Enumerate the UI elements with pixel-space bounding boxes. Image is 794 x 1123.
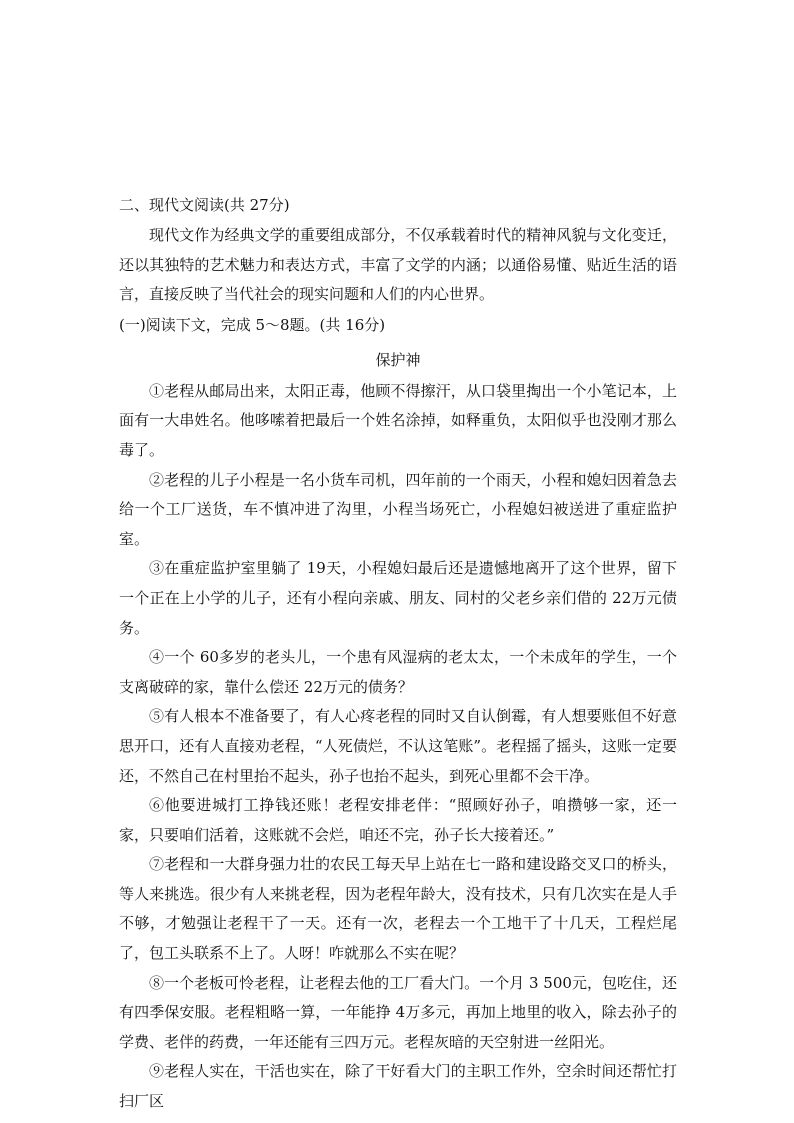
paragraph-2: ②老程的儿子小程是一名小货车司机，四年前的一个雨天，小程和媳妇因着急去给一个工厂送货，车不慎冲进了沟里，小程当场死亡，小程媳妇被送进了重症监护室。 xyxy=(119,470,677,548)
page-content xyxy=(119,190,677,1117)
section-title: 二、现代文阅读(共 27分) xyxy=(119,196,290,214)
paragraph-7: ⑦老程和一大群身强力壮的农民工每天早上站在七一路和建设路交叉口的桥头，等人来挑选。很少有人来挑老程，因为老程年龄大，没有技术，只有几次实在是人手不够，才勉强让老程干了一天。还有一次，老程去一个工地干了十几天，工程烂尾了，包工头联系不上了。人呀！咋就那么不实在呢？ xyxy=(119,855,677,963)
paragraph-5: ⑤有人根本不准备要了，有人心疼老程的同时又自认倒霉，有人想要账但不好意思开口，还有人直接劝老程，“人死债烂，不认这笔账”。老程摇了摇头，这账一定要还，不然自己在村里抬不起头，孙子也抬不起头，到死心里都不会干净。 xyxy=(119,707,677,785)
article-title: 保护神 xyxy=(375,350,421,369)
section-intro: 现代文作为经典文学的重要组成部分，不仅承载着时代的精神风貌与文化变迁，还以其独特的艺术魅力和表达方式，丰富了文学的内涵；以通俗易懂、贴近生活的语言，直接反映了当代社会的现实问题和人们的内心世界。 xyxy=(119,226,677,304)
paragraph-8: ⑧一个老板可怜老程，让老程去他的工厂看大门。一个月 3 500元，包吃住，还有四季保安服。老程粗略一算，一年能挣 4万多元，再加上地里的收入，除去孙子的学费、老伴的药费，一年还能有三四万元。老程灰暗的天空射进一丝阳光。 xyxy=(119,973,677,1051)
paragraph-9: ⑨老程人实在，干活也实在，除了干好看大门的主职工作外，空余时间还帮忙打扫厂区 xyxy=(119,1062,677,1111)
paragraph-6: ⑥他要进城打工挣钱还账！老程安排老伴：“照顾好孙子，咱攒够一家，还一家，只要咱们活着，这账就不会烂，咱还不完，孙子长大接着还。” xyxy=(119,796,677,844)
part-heading: (一)阅读下文，完成 5～8题。(共 16分) xyxy=(119,315,386,334)
paragraph-1: ①老程从邮局出来，太阳正毒，他顾不得擦汗，从口袋里掏出一个小笔记本，上面有一大串姓名。他哆嗦着把最后一个姓名涂掉，如释重负，太阳似乎也没刚才那么毒了。 xyxy=(119,381,677,459)
paragraph-4: ④一个 60多岁的老头儿，一个患有风湿病的老太太，一个未成年的学生，一个支离破碎的家，靠什么偿还 22万元的债务？ xyxy=(119,648,677,696)
paragraph-3: ③在重症监护室里躺了 19天，小程媳妇最后还是遗憾地离开了这个世界，留下一个正在上小学的儿子，还有小程向亲戚、朋友、同村的父老乡亲们借的 22万元债务。 xyxy=(119,559,677,637)
